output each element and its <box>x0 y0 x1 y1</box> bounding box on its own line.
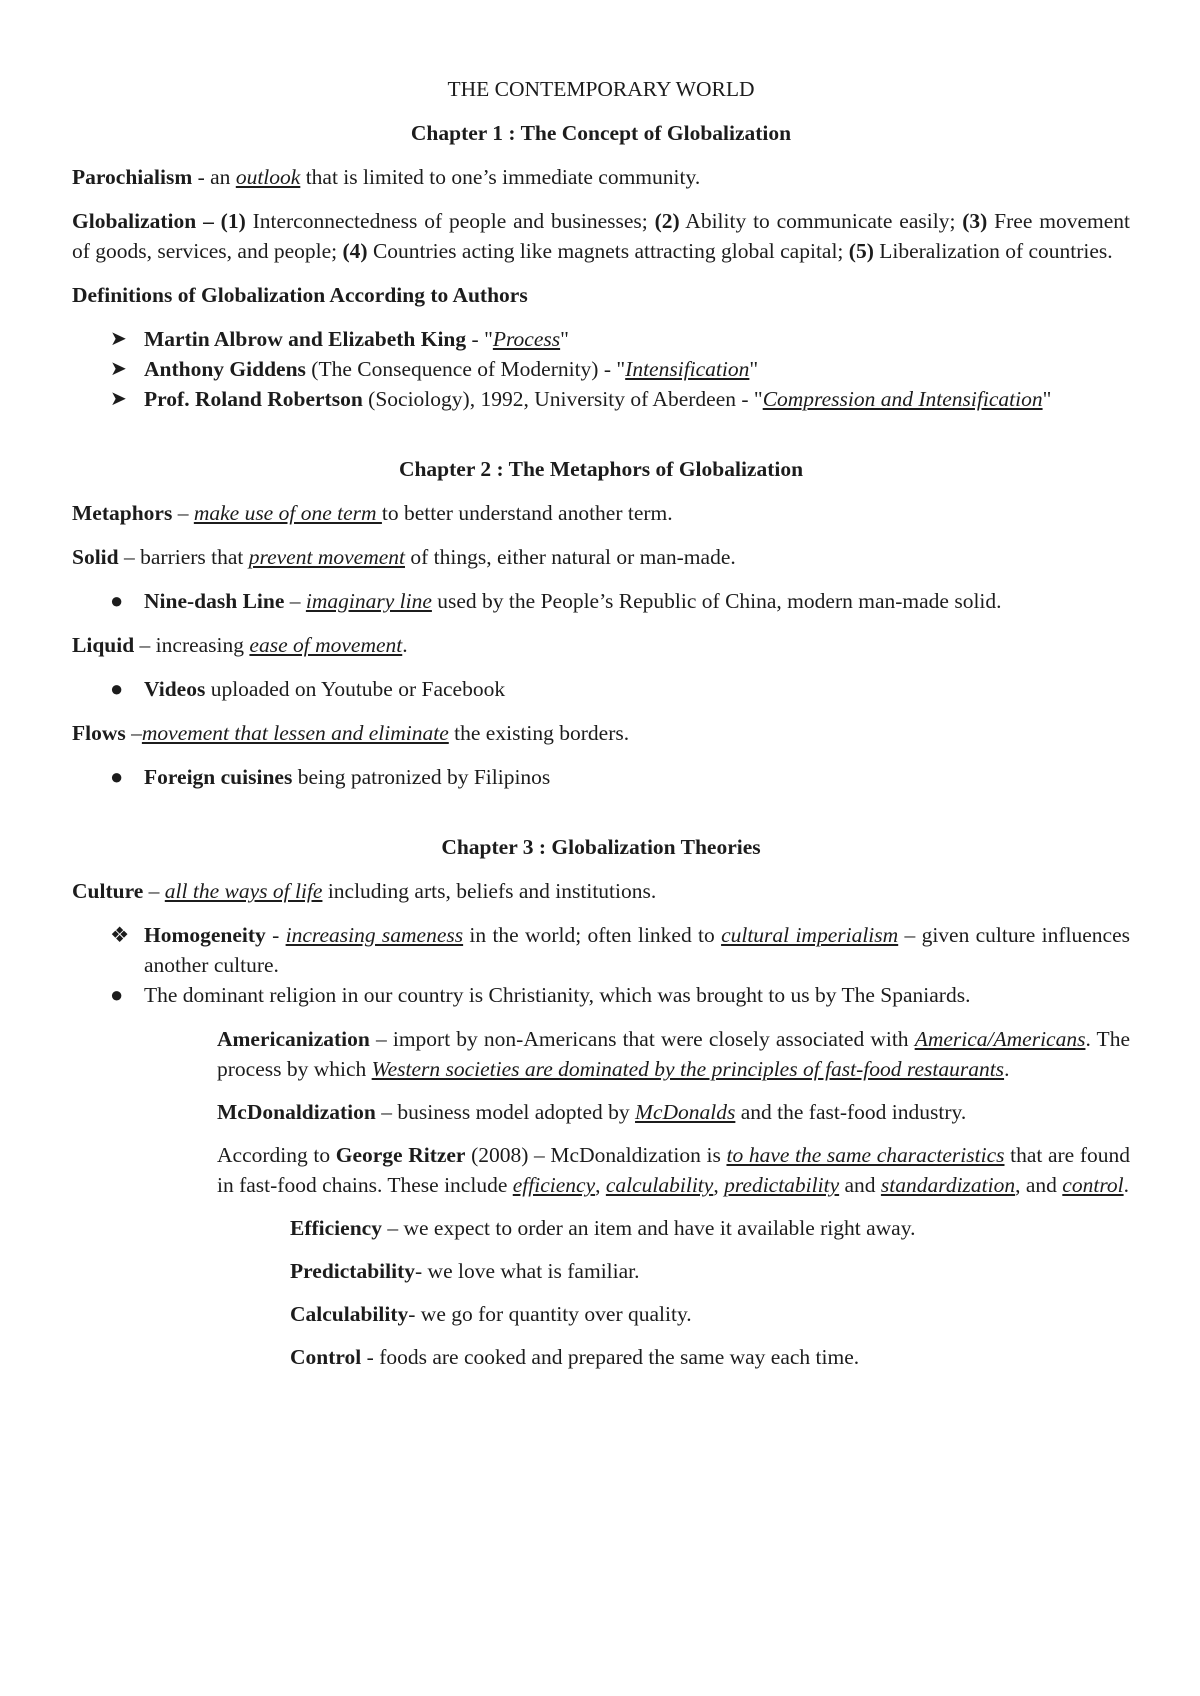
arrow-bullet-icon: ➤ <box>110 388 127 410</box>
principle-control: Control - foods are cooked and prepared the same way each time. <box>290 1345 860 1369</box>
solid-examples <box>72 586 1130 616</box>
parochialism-definition: Parochialism - an outlook that is limited to one’s immediate community. <box>72 165 701 189</box>
arrow-bullet-icon: ➤ <box>110 358 127 380</box>
americanization-definition: Americanization – import by non-Americans that were closely associated with America/Americans. The process by which Western societies are dominated by the principles of fast-food restaurants. <box>217 1027 1130 1081</box>
globalization-definition: Globalization – (1) Interconnectedness of people and businesses; (2) Ability to communicate easily; (3) Free movement of goods, services, and people; (4) Countries acting like magnets attracting global capital; (5) Liberalization of countries. <box>72 209 1130 263</box>
principle-calculability: Calculability- we go for quantity over quality. <box>290 1302 692 1326</box>
chapter3-heading: Chapter 3 : Globalization Theories <box>441 835 761 859</box>
principle-efficiency: Efficiency – we expect to order an item and have it available right away. <box>290 1216 916 1240</box>
mcdonaldization-principles <box>290 1213 1130 1372</box>
document-title: THE CONTEMPORARY WORLD <box>447 77 755 101</box>
flows-definition: Flows –movement that lessen and eliminate the existing borders. <box>72 721 630 745</box>
list-item: ● Foreign cuisines being patronized by Filipinos <box>72 762 1130 792</box>
arrow-bullet-icon: ➤ <box>110 328 127 350</box>
authors-list <box>72 324 1130 414</box>
ritzer-paragraph: According to George Ritzer (2008) – McDonaldization is to have the same characteristics that are found in fast-food chains. These include efficiency, calculability, predictability and standardization, and control. <box>217 1143 1131 1197</box>
principle-predictability: Predictability- we love what is familiar. <box>290 1259 640 1283</box>
solid-definition: Solid – barriers that prevent movement of things, either natural or man-made. <box>72 545 736 569</box>
diamond-bullet-icon: ❖ <box>110 923 130 947</box>
dot-bullet-icon: ● <box>110 982 124 1007</box>
list-item: ● Videos uploaded on Youtube or Facebook <box>72 674 1130 704</box>
list-item: ● Nine-dash Line – imaginary line used by the People’s Republic of China, modern man-made solid. <box>72 586 1130 616</box>
dot-bullet-icon: ● <box>110 588 124 613</box>
list-item: ● The dominant religion in our country is Christianity, which was brought to us by The Spaniards. <box>72 980 1130 1010</box>
mcdonaldization-definition: McDonaldization – business model adopted by McDonalds and the fast-food industry. <box>217 1100 967 1124</box>
list-item: ❖ Homogeneity - increasing sameness in the world; often linked to cultural imperialism – given culture influences another culture. <box>72 920 1130 980</box>
americanization-section <box>217 1024 1130 1200</box>
culture-points <box>72 920 1130 1010</box>
liquid-examples <box>72 674 1130 704</box>
liquid-definition: Liquid – increasing ease of movement. <box>72 633 408 657</box>
definitions-heading: Definitions of Globalization According to Authors <box>72 283 528 307</box>
list-item: ➤ Anthony Giddens (The Consequence of Modernity) - "Intensification" <box>72 354 1130 384</box>
metaphors-definition: Metaphors – make use of one term to better understand another term. <box>72 501 673 525</box>
list-item: ➤ Martin Albrow and Elizabeth King - "Process" <box>72 324 1130 354</box>
list-item: ➤ Prof. Roland Robertson (Sociology), 1992, University of Aberdeen - "Compression and Intensification" <box>72 384 1130 414</box>
dot-bullet-icon: ● <box>110 764 124 789</box>
dot-bullet-icon: ● <box>110 676 124 701</box>
chapter2-heading: Chapter 2 : The Metaphors of Globalization <box>398 457 804 481</box>
flows-examples <box>72 762 1130 792</box>
chapter1-heading: Chapter 1 : The Concept of Globalization <box>410 121 792 145</box>
culture-definition: Culture – all the ways of life including arts, beliefs and institutions. <box>72 879 657 903</box>
